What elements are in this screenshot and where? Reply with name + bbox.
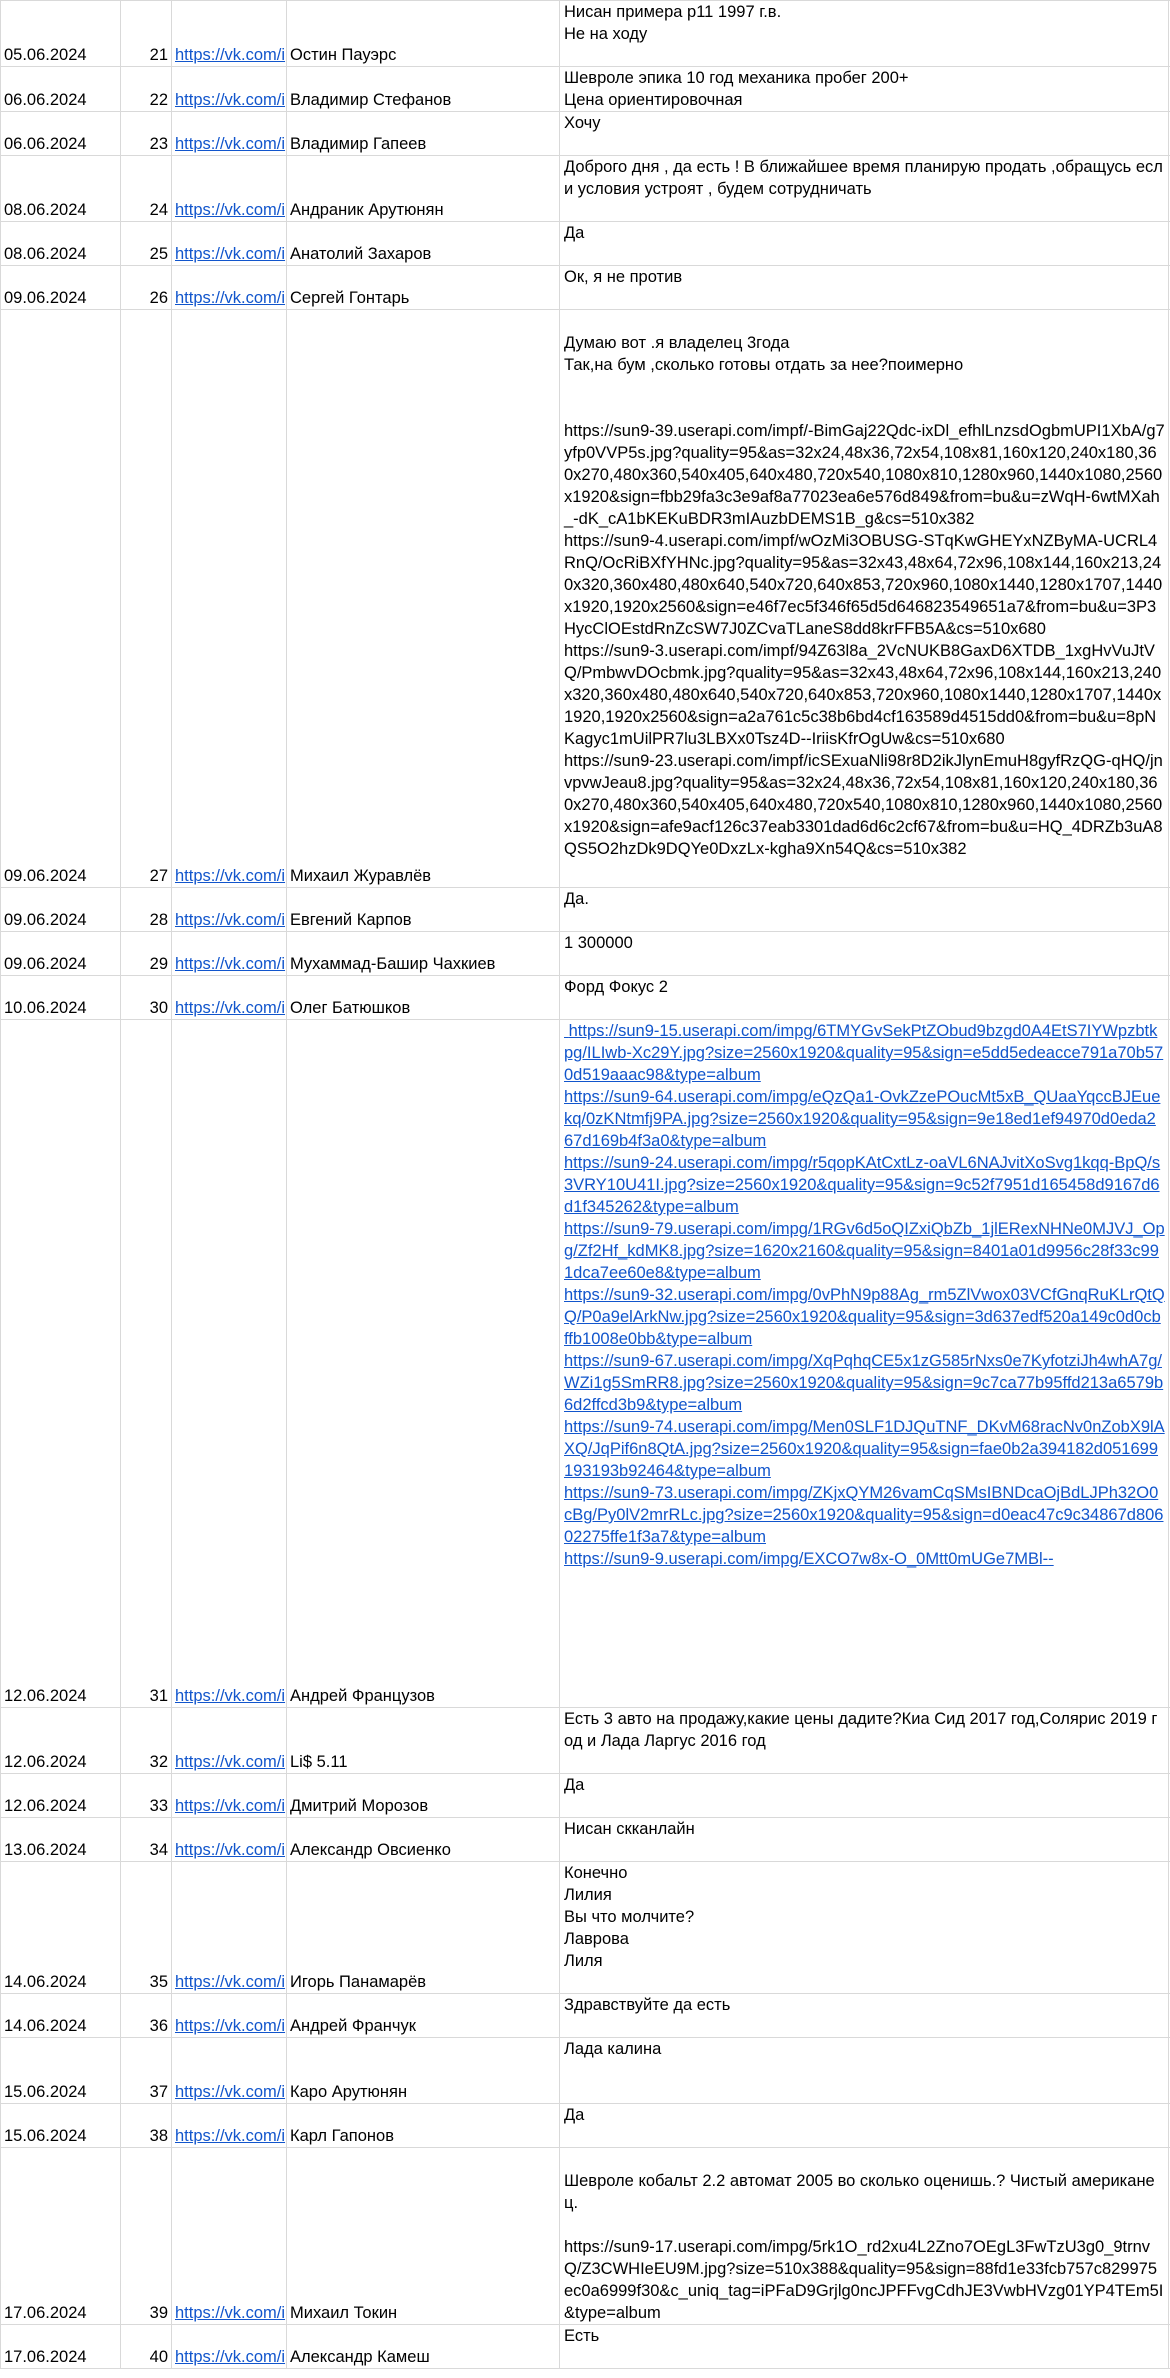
- number-cell[interactable]: 27: [121, 310, 172, 888]
- table-row: [1, 888, 1170, 932]
- message-line: Лиля: [564, 1952, 603, 1970]
- message-link[interactable]: https://sun9-15.userapi.com/impg/6TMYGvSekPtZObud9bzgd0A4EtS7IYWpzbtkpg/ILIwb-Xc29Y.jpg?size=2560x1920&quality=95&sign=e5dd5edeacce791a70b570d519aaac98&type=album: [564, 1022, 1164, 1084]
- name-cell[interactable]: Li$ 5.11: [287, 1708, 560, 1774]
- profile-link[interactable]: https://vk.com/i: [175, 1841, 286, 1859]
- message-line: Лилия: [564, 1886, 612, 1904]
- number-cell[interactable]: 31: [121, 1020, 172, 1708]
- profile-link-cell[interactable]: [172, 888, 287, 932]
- profile-link-cell[interactable]: [172, 1, 287, 67]
- message-cell[interactable]: [560, 2038, 1169, 2104]
- table-row: [1, 1862, 1170, 1994]
- message-link[interactable]: https://sun9-24.userapi.com/impg/r5qopKAtCxtLz-oaVL6NAJvitXoSvg1kqq-BpQ/s3VRY10U41I.jpg?size=2560x1920&quality=95&sign=9c52f7951d165458d9167d6d1f345262&type=album: [564, 1154, 1161, 1216]
- name-cell[interactable]: Андрей Французов: [287, 1020, 560, 1708]
- table-row: [1, 2325, 1170, 2369]
- table-row: [1, 1, 1170, 67]
- message-line: Да: [564, 224, 585, 242]
- date-cell[interactable]: 06.06.2024: [1, 112, 121, 156]
- message-cell[interactable]: [560, 266, 1169, 310]
- message-line: [564, 2214, 1165, 2236]
- number-cell[interactable]: 36: [121, 1994, 172, 2038]
- table-row: [1, 2148, 1170, 2325]
- message-cell[interactable]: [560, 2148, 1169, 2325]
- name-cell[interactable]: Олег Батюшков: [287, 976, 560, 1020]
- date-cell[interactable]: 12.06.2024: [1, 1774, 121, 1818]
- profile-link-cell[interactable]: [172, 1774, 287, 1818]
- number-cell[interactable]: 40: [121, 2325, 172, 2369]
- message-link[interactable]: https://sun9-79.userapi.com/impg/1RGv6d5oQIZxiQbZb_1jlERexNHNe0MJVJ_Opg/Zf2Hf_kdMK8.jpg?size=1620x2160&quality=95&sign=8401a01d9956c28f33c991dca7ee60e8&type=album: [564, 1220, 1165, 1282]
- message-cell[interactable]: [560, 932, 1169, 976]
- name-cell[interactable]: Анатолий Захаров: [287, 222, 560, 266]
- message-cell[interactable]: [560, 1774, 1169, 1818]
- date-cell[interactable]: 13.06.2024: [1, 1818, 121, 1862]
- profile-link-cell[interactable]: [172, 1708, 287, 1774]
- profile-link-cell[interactable]: [172, 1020, 287, 1708]
- message-cell[interactable]: [560, 1862, 1169, 1994]
- message-line: https://sun9-39.userapi.com/impf/-BimGaj22Qdc-ixDl_efhlLnzsdOgbmUPI1XbA/g7yfp0VVP5s.jpg?quality=95&as=32x24,48x36,72x54,108x81,160x120,240x180,360x270,480x360,540x405,640x480,720x540,1080x810,1280x960,1440x1080,2560x1920&sign=fbb29fa3c3e9af8a77023ea6e576d849&from=bu&u=zWqH-6wtMXah_-dK_cA1bKEKuBDR3mIAuzbDEMS1B_g&cs=510x382: [564, 422, 1165, 528]
- profile-link[interactable]: https://vk.com/i: [175, 1753, 286, 1771]
- profile-link[interactable]: https://vk.com/i: [175, 1797, 286, 1815]
- table-row: [1, 1020, 1170, 1708]
- message-link[interactable]: https://sun9-9.userapi.com/impg/EXCO7w8x-O_0Mtt0mUGe7MBl--: [564, 1550, 1054, 1568]
- name-cell[interactable]: Каро Арутюнян: [287, 2038, 560, 2104]
- number-cell[interactable]: 22: [121, 67, 172, 112]
- message-line: https://sun9-23.userapi.com/impf/icSExuaNli98r8D2ikJlynEmuH8gyfRzQG-qHQ/jnvpvwJeau8.jpg?quality=95&as=32x24,48x36,72x54,108x81,160x120,240x180,360x270,480x360,540x405,640x480,720x540,1080x810,1280x960,1440x1080,2560x1920&sign=afe9acf126c37eab3301dad6d6c2cf67&from=bu&u=HQ_4DRZb3uA8QS5O2hzDk9DQYe0DxzLx-kgha9Xn54Q&cs=510x382: [564, 752, 1163, 858]
- profile-link-cell[interactable]: [172, 2038, 287, 2104]
- date-cell[interactable]: 09.06.2024: [1, 932, 121, 976]
- table-row: [1, 67, 1170, 112]
- name-cell[interactable]: Андрей Франчук: [287, 1994, 560, 2038]
- message-line: [564, 398, 1165, 420]
- message-line: Хочу: [564, 114, 601, 132]
- profile-link[interactable]: https://vk.com/i: [175, 2017, 286, 2035]
- profile-link[interactable]: https://vk.com/i: [175, 2127, 286, 2145]
- name-cell[interactable]: Владимир Стефанов: [287, 67, 560, 112]
- number-cell[interactable]: 26: [121, 266, 172, 310]
- message-line: Конечно: [564, 1864, 628, 1882]
- message-cell[interactable]: [560, 112, 1169, 156]
- profile-link-cell[interactable]: [172, 112, 287, 156]
- name-cell[interactable]: Остин Пауэрс: [287, 1, 560, 67]
- date-cell[interactable]: 12.06.2024: [1, 1020, 121, 1708]
- message-line: [564, 310, 1165, 332]
- number-cell[interactable]: 28: [121, 888, 172, 932]
- number-cell[interactable]: 30: [121, 976, 172, 1020]
- date-cell[interactable]: 17.06.2024: [1, 2325, 121, 2369]
- date-cell[interactable]: 12.06.2024: [1, 1708, 121, 1774]
- date-cell[interactable]: 08.06.2024: [1, 222, 121, 266]
- table-body: [1, 1, 1170, 2369]
- message-line: Доброго дня , да есть ! В ближайшее время планирую продать ,обращусь если условия устроят , будем сотрудничать: [564, 158, 1163, 198]
- table-row: [1, 112, 1170, 156]
- profile-link-cell[interactable]: [172, 222, 287, 266]
- date-cell[interactable]: 10.06.2024: [1, 976, 121, 1020]
- message-line: Форд Фокус 2: [564, 978, 668, 996]
- message-line: Нисан скканлайн: [564, 1820, 695, 1838]
- name-cell[interactable]: Сергей Гонтарь: [287, 266, 560, 310]
- message-link[interactable]: https://sun9-67.userapi.com/impg/XqPqhqCE5x1zG585rNxs0e7KyfotziJh4whA7g/WZi1g5SmRR8.jpg?size=2560x1920&quality=95&sign=9c7ca77b95ffd213a6579b6d2ffcd3b9&type=album: [564, 1352, 1164, 1414]
- table-row: [1, 1994, 1170, 2038]
- profile-link-cell[interactable]: [172, 156, 287, 222]
- date-cell[interactable]: 05.06.2024: [1, 1, 121, 67]
- profile-link[interactable]: https://vk.com/i: [175, 911, 286, 929]
- message-line: 1 300000: [564, 934, 633, 952]
- profile-link[interactable]: https://vk.com/i: [175, 2304, 286, 2322]
- message-line: Не на ходу: [564, 25, 648, 43]
- message-line: Здравствуйте да есть: [564, 1996, 731, 2014]
- profile-link-cell[interactable]: [172, 976, 287, 1020]
- number-cell[interactable]: 33: [121, 1774, 172, 1818]
- message-cell[interactable]: [560, 156, 1169, 222]
- profile-link[interactable]: https://vk.com/i: [175, 201, 286, 219]
- message-line: Есть 3 авто на продажу,какие цены дадите?Киа Сид 2017 год,Солярис 2019 год и Лада Ларгус 2016 год: [564, 1710, 1158, 1750]
- message-cell[interactable]: [560, 1994, 1169, 2038]
- date-cell[interactable]: 08.06.2024: [1, 156, 121, 222]
- message-line: Нисан примера р11 1997 г.в.: [564, 3, 782, 21]
- message-line: Да: [564, 1776, 585, 1794]
- name-cell[interactable]: Дмитрий Морозов: [287, 1774, 560, 1818]
- message-line: https://sun9-17.userapi.com/impg/5rk1O_rd2xu4L2Zno7OEgL3FwTzU3g0_9trnvQ/Z3CWHIeEU9M.jpg?size=510x388&quality=95&sign=88fd1e33fcb757c829975ec0a6999f30&c_uniq_tag=iPFaD9Grjlg0ncJPFFvgCdhJE3VwbHVzg01YP4TEm5I&type=album: [564, 2238, 1164, 2322]
- profile-link[interactable]: https://vk.com/i: [175, 999, 286, 1017]
- message-line: Так,на бум ,сколько готовы отдать за нее?поимерно: [564, 356, 964, 374]
- profile-link[interactable]: https://vk.com/i: [175, 955, 286, 973]
- profile-link-cell[interactable]: [172, 310, 287, 888]
- number-cell[interactable]: 32: [121, 1708, 172, 1774]
- number-cell[interactable]: 29: [121, 932, 172, 976]
- message-line: https://sun9-3.userapi.com/impf/94Z63l8a_2VcNUKB8GaxD6XTDB_1xgHvVuJtVQ/PmbwvDOcbmk.jpg?quality=95&as=32x43,48x64,72x96,108x144,160x213,240x320,360x480,480x640,540x720,640x853,720x960,1080x1440,1280x1707,1440x1920,1920x2560&sign=a2a761c5c38b6bd4cf163589d4515dd0&from=bu&u=8pNKagyc1mUilPR7lu3LBXx0Tsz4D--IriisKfrOgUw&cs=510x680: [564, 642, 1162, 748]
- profile-link-cell[interactable]: [172, 1994, 287, 2038]
- message-line: https://sun9-4.userapi.com/impf/wOzMi3OBUSG-STqKwGHEYxNZByMA-UCRL4RnQ/OcRiBXfYHNc.jpg?quality=95&as=32x43,48x64,72x96,108x144,160x213,240x320,360x480,480x640,540x720,640x853,720x960,1080x1440,1280x1707,1440x1920,1920x2560&sign=e46f7ec5f346f65d5d646823549651a7&from=bu&u=3P3HycClOEstdRnZcSW7J0ZCvaTLaneS8dd8krFFB5A&cs=510x680: [564, 532, 1163, 638]
- date-cell[interactable]: 15.06.2024: [1, 2038, 121, 2104]
- number-cell[interactable]: 21: [121, 1, 172, 67]
- profile-link[interactable]: https://vk.com/i: [175, 289, 286, 307]
- profile-link-cell[interactable]: [172, 2104, 287, 2148]
- name-cell[interactable]: Михаил Токин: [287, 2148, 560, 2325]
- table-row: [1, 2104, 1170, 2148]
- profile-link[interactable]: https://vk.com/i: [175, 1973, 286, 1991]
- profile-link[interactable]: https://vk.com/i: [175, 135, 286, 153]
- message-cell[interactable]: [560, 888, 1169, 932]
- date-cell[interactable]: 15.06.2024: [1, 2104, 121, 2148]
- date-cell[interactable]: 09.06.2024: [1, 888, 121, 932]
- profile-link[interactable]: https://vk.com/i: [175, 1687, 286, 1705]
- message-cell[interactable]: [560, 1020, 1169, 1708]
- message-cell[interactable]: [560, 67, 1169, 112]
- message-line: Цена ориентировочная: [564, 91, 743, 109]
- table-row: [1, 1818, 1170, 1862]
- table-row: [1, 222, 1170, 266]
- profile-link-cell[interactable]: [172, 1862, 287, 1994]
- message-line: [564, 376, 1165, 398]
- message-line: Лада калина: [564, 2040, 662, 2058]
- name-cell[interactable]: Карл Гапонов: [287, 2104, 560, 2148]
- number-cell[interactable]: 23: [121, 112, 172, 156]
- number-cell[interactable]: 34: [121, 1818, 172, 1862]
- date-cell[interactable]: 09.06.2024: [1, 266, 121, 310]
- table-row: [1, 932, 1170, 976]
- message-line: Думаю вот .я владелец 3года: [564, 334, 790, 352]
- profile-link-cell[interactable]: [172, 2148, 287, 2325]
- message-line: Шевроле эпика 10 год механика пробег 200+: [564, 69, 909, 87]
- number-cell[interactable]: 25: [121, 222, 172, 266]
- message-line: Лаврова: [564, 1930, 629, 1948]
- profile-link[interactable]: https://vk.com/i: [175, 867, 286, 885]
- message-line: Вы что молчите?: [564, 1908, 695, 1926]
- message-link[interactable]: https://sun9-73.userapi.com/impg/ZKjxQYM26vamCqSMsIBNDcaOjBdLJPh32O0cBg/Py0lV2mrRLc.jpg?size=2560x1920&quality=95&sign=d0eac47c9c34867d80602275ffe1f3a7&type=album: [564, 1484, 1164, 1546]
- message-cell[interactable]: [560, 1, 1169, 67]
- message-cell[interactable]: [560, 2325, 1169, 2369]
- profile-link-cell[interactable]: [172, 1818, 287, 1862]
- table-row: [1, 156, 1170, 222]
- profile-link[interactable]: https://vk.com/i: [175, 91, 286, 109]
- profile-link-cell[interactable]: [172, 266, 287, 310]
- name-cell[interactable]: Александр Камеш: [287, 2325, 560, 2369]
- name-cell[interactable]: Мухаммад-Башир Чахкиев: [287, 932, 560, 976]
- name-cell[interactable]: Андраник Арутюнян: [287, 156, 560, 222]
- message-line: Ок, я не против: [564, 268, 683, 286]
- number-cell[interactable]: 24: [121, 156, 172, 222]
- message-line: [564, 2148, 1165, 2170]
- date-cell[interactable]: 06.06.2024: [1, 67, 121, 112]
- profile-link-cell[interactable]: [172, 932, 287, 976]
- message-cell[interactable]: [560, 222, 1169, 266]
- table-row: [1, 976, 1170, 1020]
- message-cell[interactable]: [560, 976, 1169, 1020]
- profile-link[interactable]: https://vk.com/i: [175, 245, 286, 263]
- name-cell[interactable]: Александр Овсиенко: [287, 1818, 560, 1862]
- date-cell[interactable]: 14.06.2024: [1, 1994, 121, 2038]
- profile-link-cell[interactable]: [172, 67, 287, 112]
- table-row: [1, 266, 1170, 310]
- message-cell[interactable]: [560, 1818, 1169, 1862]
- number-cell[interactable]: 37: [121, 2038, 172, 2104]
- table-row: [1, 1708, 1170, 1774]
- profile-link-cell[interactable]: [172, 2325, 287, 2369]
- message-line: Есть: [564, 2327, 600, 2345]
- name-cell[interactable]: Владимир Гапеев: [287, 112, 560, 156]
- profile-link[interactable]: https://vk.com/i: [175, 46, 286, 64]
- message-line: Шевроле кобальт 2.2 автомат 2005 во сколько оценишь.? Чистый американец.: [564, 2172, 1155, 2212]
- name-cell[interactable]: Михаил Журавлёв: [287, 310, 560, 888]
- profile-link[interactable]: https://vk.com/i: [175, 2083, 286, 2101]
- name-cell[interactable]: Игорь Панамарёв: [287, 1862, 560, 1994]
- message-link[interactable]: https://sun9-32.userapi.com/impg/0vPhN9p88Ag_rm5ZlVwox03VCfGnqRuKLrQtQQ/P0a9elArkNw.jpg?size=2560x1920&quality=95&sign=3d637edf520a149c0d0cbffb1008e0bb&type=album: [564, 1286, 1165, 1348]
- profile-link[interactable]: https://vk.com/i: [175, 2348, 286, 2366]
- message-link[interactable]: https://sun9-64.userapi.com/impg/eQzQa1-OvkZzePOucMt5xB_QUaaYqccBJEuekq/0zKNtmfj9PA.jpg?size=2560x1920&quality=95&sign=9e18ed1ef94970d0eda267d169b4f3a0&type=album: [564, 1088, 1161, 1150]
- table-row: [1, 1774, 1170, 1818]
- message-line: Да.: [564, 890, 589, 908]
- date-cell[interactable]: 14.06.2024: [1, 1862, 121, 1994]
- number-cell[interactable]: 39: [121, 2148, 172, 2325]
- message-cell[interactable]: [560, 1708, 1169, 1774]
- table-row: [1, 2038, 1170, 2104]
- date-cell[interactable]: 09.06.2024: [1, 310, 121, 888]
- message-cell[interactable]: [560, 2104, 1169, 2148]
- message-link[interactable]: https://sun9-74.userapi.com/impg/Men0SLF1DJQuTNF_DKvM68racNv0nZobX9lAXQ/JqPif6n8QtA.jpg?size=2560x1920&quality=95&sign=fae0b2a394182d051699193193b92464&type=album: [564, 1418, 1165, 1480]
- name-cell[interactable]: Евгений Карпов: [287, 888, 560, 932]
- date-cell[interactable]: 17.06.2024: [1, 2148, 121, 2325]
- message-cell[interactable]: [560, 310, 1169, 888]
- message-line: Да: [564, 2106, 585, 2124]
- number-cell[interactable]: 38: [121, 2104, 172, 2148]
- number-cell[interactable]: 35: [121, 1862, 172, 1994]
- table-row: [1, 310, 1170, 888]
